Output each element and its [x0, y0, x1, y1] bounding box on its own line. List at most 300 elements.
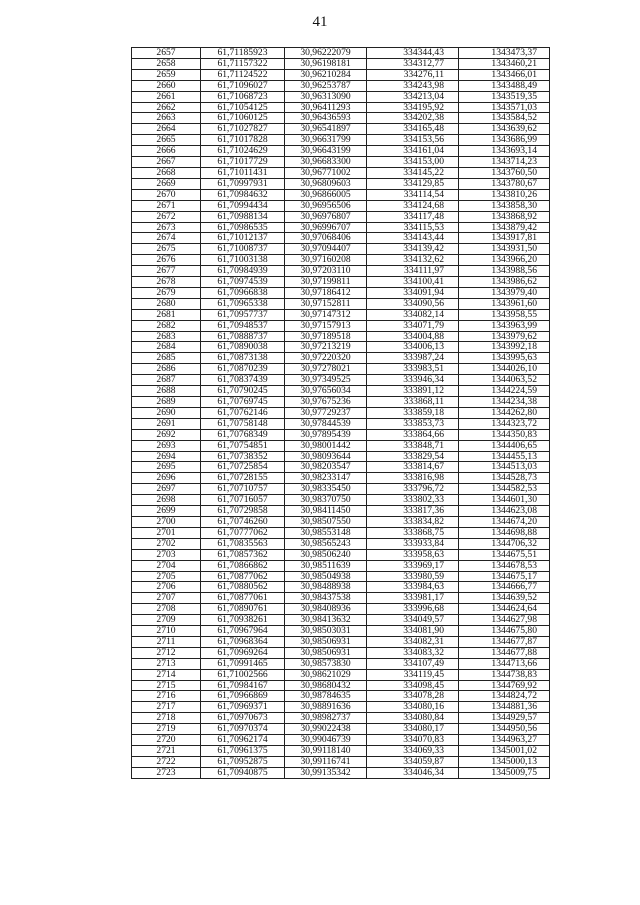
point-number-cell: 2721	[132, 746, 201, 757]
x-coordinate-cell: 333829,54	[367, 451, 459, 462]
y-coordinate-cell: 1343686,99	[459, 135, 550, 146]
point-number-cell: 2698	[132, 495, 201, 506]
latitude-cell: 61,71008737	[201, 244, 285, 255]
latitude-cell: 61,70716057	[201, 495, 285, 506]
longitude-cell: 30,97220320	[285, 353, 367, 364]
longitude-cell: 30,98488938	[285, 582, 367, 593]
longitude-cell: 30,96976807	[285, 211, 367, 222]
longitude-cell: 30,96253787	[285, 80, 367, 91]
x-coordinate-cell: 334070,83	[367, 735, 459, 746]
table-row	[132, 713, 550, 724]
longitude-cell: 30,99135342	[285, 767, 367, 778]
table-row	[132, 69, 550, 80]
longitude-cell: 30,98335450	[285, 484, 367, 495]
table-row	[132, 167, 550, 178]
table-row	[132, 527, 550, 538]
longitude-cell: 30,98565243	[285, 538, 367, 549]
y-coordinate-cell: 1344713,66	[459, 658, 550, 669]
longitude-cell: 30,97203110	[285, 266, 367, 277]
x-coordinate-cell: 333946,34	[367, 375, 459, 386]
longitude-cell: 30,96771002	[285, 167, 367, 178]
table-row	[132, 266, 550, 277]
table-row	[132, 516, 550, 527]
latitude-cell: 61,70984939	[201, 266, 285, 277]
longitude-cell: 30,96411293	[285, 102, 367, 113]
point-number-cell: 2674	[132, 233, 201, 244]
point-number-cell: 2670	[132, 189, 201, 200]
y-coordinate-cell: 1344350,83	[459, 429, 550, 440]
longitude-cell: 30,96866005	[285, 189, 367, 200]
table-row	[132, 178, 550, 189]
table-row	[132, 647, 550, 658]
x-coordinate-cell: 334080,17	[367, 724, 459, 735]
table-row	[132, 571, 550, 582]
latitude-cell: 61,71185923	[201, 48, 285, 59]
x-coordinate-cell: 334143,44	[367, 233, 459, 244]
point-number-cell: 2697	[132, 484, 201, 495]
latitude-cell: 61,70997931	[201, 178, 285, 189]
point-number-cell: 2711	[132, 636, 201, 647]
longitude-cell: 30,99116741	[285, 756, 367, 767]
y-coordinate-cell: 1344234,38	[459, 397, 550, 408]
latitude-cell: 61,70948537	[201, 320, 285, 331]
y-coordinate-cell: 1344675,51	[459, 549, 550, 560]
y-coordinate-cell: 1344528,73	[459, 473, 550, 484]
x-coordinate-cell: 334091,94	[367, 287, 459, 298]
y-coordinate-cell: 1343868,92	[459, 211, 550, 222]
point-number-cell: 2681	[132, 309, 201, 320]
point-number-cell: 2700	[132, 516, 201, 527]
x-coordinate-cell: 333969,17	[367, 560, 459, 571]
x-coordinate-cell: 334114,54	[367, 189, 459, 200]
x-coordinate-cell: 334107,49	[367, 658, 459, 669]
y-coordinate-cell: 1344582,53	[459, 484, 550, 495]
y-coordinate-cell: 1343473,37	[459, 48, 550, 59]
y-coordinate-cell: 1343979,40	[459, 287, 550, 298]
table-row	[132, 560, 550, 571]
y-coordinate-cell: 1343931,50	[459, 244, 550, 255]
table-row	[132, 320, 550, 331]
longitude-cell: 30,98891636	[285, 702, 367, 713]
x-coordinate-cell: 334082,14	[367, 309, 459, 320]
latitude-cell: 61,71124522	[201, 69, 285, 80]
table-row	[132, 615, 550, 626]
y-coordinate-cell: 1343958,55	[459, 309, 550, 320]
longitude-cell: 30,99118140	[285, 746, 367, 757]
x-coordinate-cell: 333796,72	[367, 484, 459, 495]
longitude-cell: 30,98506931	[285, 636, 367, 647]
point-number-cell: 2720	[132, 735, 201, 746]
point-number-cell: 2682	[132, 320, 201, 331]
latitude-cell: 61,70974539	[201, 277, 285, 288]
point-number-cell: 2723	[132, 767, 201, 778]
latitude-cell: 61,70866862	[201, 560, 285, 571]
table-row	[132, 157, 550, 168]
y-coordinate-cell: 1343986,62	[459, 277, 550, 288]
x-coordinate-cell: 334004,88	[367, 331, 459, 342]
longitude-cell: 30,98370750	[285, 495, 367, 506]
x-coordinate-cell: 334046,34	[367, 767, 459, 778]
y-coordinate-cell: 1344063,52	[459, 375, 550, 386]
longitude-cell: 30,97189518	[285, 331, 367, 342]
latitude-cell: 61,71017828	[201, 135, 285, 146]
latitude-cell: 61,70938261	[201, 615, 285, 626]
table-row	[132, 113, 550, 124]
latitude-cell: 61,70873138	[201, 353, 285, 364]
y-coordinate-cell: 1344881,36	[459, 702, 550, 713]
point-number-cell: 2671	[132, 200, 201, 211]
longitude-cell: 30,98411450	[285, 506, 367, 517]
point-number-cell: 2662	[132, 102, 201, 113]
coordinates-table	[131, 47, 550, 779]
point-number-cell: 2673	[132, 222, 201, 233]
point-number-cell: 2690	[132, 407, 201, 418]
latitude-cell: 61,70957737	[201, 309, 285, 320]
y-coordinate-cell: 1344639,52	[459, 593, 550, 604]
point-number-cell: 2672	[132, 211, 201, 222]
y-coordinate-cell: 1343992,18	[459, 342, 550, 353]
y-coordinate-cell: 1343466,01	[459, 69, 550, 80]
x-coordinate-cell: 334006,13	[367, 342, 459, 353]
table-row	[132, 309, 550, 320]
table-row	[132, 353, 550, 364]
point-number-cell: 2687	[132, 375, 201, 386]
point-number-cell: 2657	[132, 48, 201, 59]
y-coordinate-cell: 1344026,10	[459, 364, 550, 375]
y-coordinate-cell: 1343879,42	[459, 222, 550, 233]
longitude-cell: 30,97160208	[285, 255, 367, 266]
table-row	[132, 211, 550, 222]
table-row	[132, 440, 550, 451]
point-number-cell: 2664	[132, 124, 201, 135]
x-coordinate-cell: 333958,63	[367, 549, 459, 560]
point-number-cell: 2679	[132, 287, 201, 298]
latitude-cell: 61,70970673	[201, 713, 285, 724]
longitude-cell: 30,96809603	[285, 178, 367, 189]
point-number-cell: 2718	[132, 713, 201, 724]
x-coordinate-cell: 334153,56	[367, 135, 459, 146]
y-coordinate-cell: 1344769,92	[459, 680, 550, 691]
point-number-cell: 2686	[132, 364, 201, 375]
longitude-cell: 30,97152811	[285, 298, 367, 309]
point-number-cell: 2659	[132, 69, 201, 80]
latitude-cell: 61,70986535	[201, 222, 285, 233]
y-coordinate-cell: 1345000,13	[459, 756, 550, 767]
longitude-cell: 30,98511639	[285, 560, 367, 571]
x-coordinate-cell: 333868,11	[367, 397, 459, 408]
point-number-cell: 2677	[132, 266, 201, 277]
point-number-cell: 2716	[132, 691, 201, 702]
longitude-cell: 30,98553148	[285, 527, 367, 538]
y-coordinate-cell: 1344677,88	[459, 647, 550, 658]
longitude-cell: 30,97844539	[285, 418, 367, 429]
x-coordinate-cell: 334119,45	[367, 669, 459, 680]
longitude-cell: 30,98506240	[285, 549, 367, 560]
x-coordinate-cell: 334132,62	[367, 255, 459, 266]
latitude-cell: 61,70837439	[201, 375, 285, 386]
latitude-cell: 61,70890761	[201, 604, 285, 615]
table-row	[132, 691, 550, 702]
table-row	[132, 189, 550, 200]
y-coordinate-cell: 1344706,32	[459, 538, 550, 549]
latitude-cell: 61,71157322	[201, 58, 285, 69]
longitude-cell: 30,97157913	[285, 320, 367, 331]
longitude-cell: 30,98233147	[285, 473, 367, 484]
longitude-cell: 30,98982737	[285, 713, 367, 724]
table-row	[132, 135, 550, 146]
table-row	[132, 604, 550, 615]
x-coordinate-cell: 334213,04	[367, 91, 459, 102]
y-coordinate-cell: 1344963,27	[459, 735, 550, 746]
longitude-cell: 30,98408936	[285, 604, 367, 615]
x-coordinate-cell: 333868,75	[367, 527, 459, 538]
latitude-cell: 61,71012137	[201, 233, 285, 244]
x-coordinate-cell: 334078,28	[367, 691, 459, 702]
y-coordinate-cell: 1344323,72	[459, 418, 550, 429]
x-coordinate-cell: 334276,11	[367, 69, 459, 80]
longitude-cell: 30,97186412	[285, 287, 367, 298]
point-number-cell: 2663	[132, 113, 201, 124]
x-coordinate-cell: 334071,79	[367, 320, 459, 331]
x-coordinate-cell: 333802,33	[367, 495, 459, 506]
latitude-cell: 61,70965338	[201, 298, 285, 309]
latitude-cell: 61,70738352	[201, 451, 285, 462]
point-number-cell: 2684	[132, 342, 201, 353]
x-coordinate-cell: 334161,04	[367, 146, 459, 157]
point-number-cell: 2715	[132, 680, 201, 691]
table-row	[132, 80, 550, 91]
y-coordinate-cell: 1344678,53	[459, 560, 550, 571]
point-number-cell: 2675	[132, 244, 201, 255]
latitude-cell: 61,70968364	[201, 636, 285, 647]
latitude-cell: 61,70994434	[201, 200, 285, 211]
y-coordinate-cell: 1343780,67	[459, 178, 550, 189]
longitude-cell: 30,99046739	[285, 735, 367, 746]
y-coordinate-cell: 1343584,52	[459, 113, 550, 124]
x-coordinate-cell: 333983,51	[367, 364, 459, 375]
x-coordinate-cell: 334117,48	[367, 211, 459, 222]
x-coordinate-cell: 334344,43	[367, 48, 459, 59]
table-row	[132, 331, 550, 342]
latitude-cell: 61,71096027	[201, 80, 285, 91]
x-coordinate-cell: 334124,68	[367, 200, 459, 211]
y-coordinate-cell: 1344950,56	[459, 724, 550, 735]
latitude-cell: 61,71060125	[201, 113, 285, 124]
point-number-cell: 2685	[132, 353, 201, 364]
longitude-cell: 30,97278021	[285, 364, 367, 375]
point-number-cell: 2714	[132, 669, 201, 680]
latitude-cell: 61,70967964	[201, 626, 285, 637]
latitude-cell: 61,70758148	[201, 418, 285, 429]
longitude-cell: 30,98621029	[285, 669, 367, 680]
latitude-cell: 61,70754851	[201, 440, 285, 451]
y-coordinate-cell: 1343963,99	[459, 320, 550, 331]
table-row	[132, 680, 550, 691]
x-coordinate-cell: 334080,84	[367, 713, 459, 724]
latitude-cell: 61,70877062	[201, 571, 285, 582]
latitude-cell: 61,70969264	[201, 647, 285, 658]
y-coordinate-cell: 1343917,81	[459, 233, 550, 244]
latitude-cell: 61,70966838	[201, 287, 285, 298]
latitude-cell: 61,71024629	[201, 146, 285, 157]
table-row	[132, 462, 550, 473]
table-row	[132, 298, 550, 309]
longitude-cell: 30,96996707	[285, 222, 367, 233]
point-number-cell: 2689	[132, 397, 201, 408]
point-number-cell: 2702	[132, 538, 201, 549]
longitude-cell: 30,98413632	[285, 615, 367, 626]
latitude-cell: 61,71054125	[201, 102, 285, 113]
x-coordinate-cell: 334049,57	[367, 615, 459, 626]
y-coordinate-cell: 1344698,88	[459, 527, 550, 538]
latitude-cell: 61,71017729	[201, 157, 285, 168]
latitude-cell: 61,70988134	[201, 211, 285, 222]
x-coordinate-cell: 333981,17	[367, 593, 459, 604]
y-coordinate-cell: 1344666,77	[459, 582, 550, 593]
x-coordinate-cell: 334145,22	[367, 167, 459, 178]
x-coordinate-cell: 334098,45	[367, 680, 459, 691]
longitude-cell: 30,97656034	[285, 386, 367, 397]
x-coordinate-cell: 334080,16	[367, 702, 459, 713]
longitude-cell: 30,98203547	[285, 462, 367, 473]
x-coordinate-cell: 334069,33	[367, 746, 459, 757]
point-number-cell: 2707	[132, 593, 201, 604]
point-number-cell: 2703	[132, 549, 201, 560]
point-number-cell: 2709	[132, 615, 201, 626]
latitude-cell: 61,70777062	[201, 527, 285, 538]
latitude-cell: 61,70966869	[201, 691, 285, 702]
longitude-cell: 30,98784635	[285, 691, 367, 702]
table-row	[132, 636, 550, 647]
longitude-cell: 30,98001442	[285, 440, 367, 451]
latitude-cell: 61,71003138	[201, 255, 285, 266]
x-coordinate-cell: 334115,53	[367, 222, 459, 233]
point-number-cell: 2705	[132, 571, 201, 582]
longitude-cell: 30,96683300	[285, 157, 367, 168]
latitude-cell: 61,70835563	[201, 538, 285, 549]
longitude-cell: 30,99022438	[285, 724, 367, 735]
longitude-cell: 30,98506931	[285, 647, 367, 658]
point-number-cell: 2658	[132, 58, 201, 69]
x-coordinate-cell: 334083,32	[367, 647, 459, 658]
latitude-cell: 61,70969371	[201, 702, 285, 713]
table-row	[132, 407, 550, 418]
point-number-cell: 2667	[132, 157, 201, 168]
y-coordinate-cell: 1343571,03	[459, 102, 550, 113]
page-number: 41	[312, 14, 328, 30]
point-number-cell: 2708	[132, 604, 201, 615]
y-coordinate-cell: 1343858,30	[459, 200, 550, 211]
y-coordinate-cell: 1344824,72	[459, 691, 550, 702]
longitude-cell: 30,98503031	[285, 626, 367, 637]
y-coordinate-cell: 1344623,08	[459, 506, 550, 517]
longitude-cell: 30,96541897	[285, 124, 367, 135]
table-row	[132, 451, 550, 462]
x-coordinate-cell: 334081,90	[367, 626, 459, 637]
latitude-cell: 61,71068723	[201, 91, 285, 102]
x-coordinate-cell: 334202,38	[367, 113, 459, 124]
point-number-cell: 2695	[132, 462, 201, 473]
longitude-cell: 30,97068406	[285, 233, 367, 244]
table-row	[132, 495, 550, 506]
table-row	[132, 146, 550, 157]
longitude-cell: 30,98437538	[285, 593, 367, 604]
latitude-cell: 61,70768349	[201, 429, 285, 440]
longitude-cell: 30,97895439	[285, 429, 367, 440]
x-coordinate-cell: 334139,42	[367, 244, 459, 255]
point-number-cell: 2678	[132, 277, 201, 288]
longitude-cell: 30,96313090	[285, 91, 367, 102]
table-row	[132, 375, 550, 386]
latitude-cell: 61,70984167	[201, 680, 285, 691]
x-coordinate-cell: 334059,87	[367, 756, 459, 767]
x-coordinate-cell: 333980,59	[367, 571, 459, 582]
table-row	[132, 277, 550, 288]
table-row	[132, 48, 550, 59]
latitude-cell: 61,70888737	[201, 331, 285, 342]
longitude-cell: 30,97675236	[285, 397, 367, 408]
table-row	[132, 473, 550, 484]
y-coordinate-cell: 1343460,21	[459, 58, 550, 69]
y-coordinate-cell: 1343810,26	[459, 189, 550, 200]
table-row	[132, 397, 550, 408]
latitude-cell: 61,70890038	[201, 342, 285, 353]
y-coordinate-cell: 1344738,83	[459, 669, 550, 680]
x-coordinate-cell: 333817,36	[367, 506, 459, 517]
x-coordinate-cell: 334153,00	[367, 157, 459, 168]
table-row	[132, 222, 550, 233]
table-row	[132, 244, 550, 255]
latitude-cell: 61,71011431	[201, 167, 285, 178]
latitude-cell: 61,70870239	[201, 364, 285, 375]
point-number-cell: 2713	[132, 658, 201, 669]
table-row	[132, 756, 550, 767]
longitude-cell: 30,97094407	[285, 244, 367, 255]
latitude-cell: 61,70880562	[201, 582, 285, 593]
longitude-cell: 30,97147312	[285, 309, 367, 320]
x-coordinate-cell: 333891,12	[367, 386, 459, 397]
point-number-cell: 2704	[132, 560, 201, 571]
point-number-cell: 2722	[132, 756, 201, 767]
table-row	[132, 735, 550, 746]
y-coordinate-cell: 1344677,87	[459, 636, 550, 647]
longitude-cell: 30,98093644	[285, 451, 367, 462]
point-number-cell: 2669	[132, 178, 201, 189]
y-coordinate-cell: 1344929,57	[459, 713, 550, 724]
longitude-cell: 30,97349525	[285, 375, 367, 386]
longitude-cell: 30,96210284	[285, 69, 367, 80]
latitude-cell: 61,70984632	[201, 189, 285, 200]
table-row	[132, 124, 550, 135]
table-row	[132, 702, 550, 713]
y-coordinate-cell: 1343966,20	[459, 255, 550, 266]
x-coordinate-cell: 333834,82	[367, 516, 459, 527]
point-number-cell: 2696	[132, 473, 201, 484]
point-number-cell: 2668	[132, 167, 201, 178]
longitude-cell: 30,96198181	[285, 58, 367, 69]
x-coordinate-cell: 334100,41	[367, 277, 459, 288]
x-coordinate-cell: 333848,71	[367, 440, 459, 451]
y-coordinate-cell: 1343979,62	[459, 331, 550, 342]
longitude-cell: 30,98680432	[285, 680, 367, 691]
y-coordinate-cell: 1343488,49	[459, 80, 550, 91]
latitude-cell: 61,71002566	[201, 669, 285, 680]
coordinates-table-body	[132, 48, 550, 779]
longitude-cell: 30,96631799	[285, 135, 367, 146]
latitude-cell: 61,70857362	[201, 549, 285, 560]
latitude-cell: 61,70991465	[201, 658, 285, 669]
latitude-cell: 61,70725854	[201, 462, 285, 473]
